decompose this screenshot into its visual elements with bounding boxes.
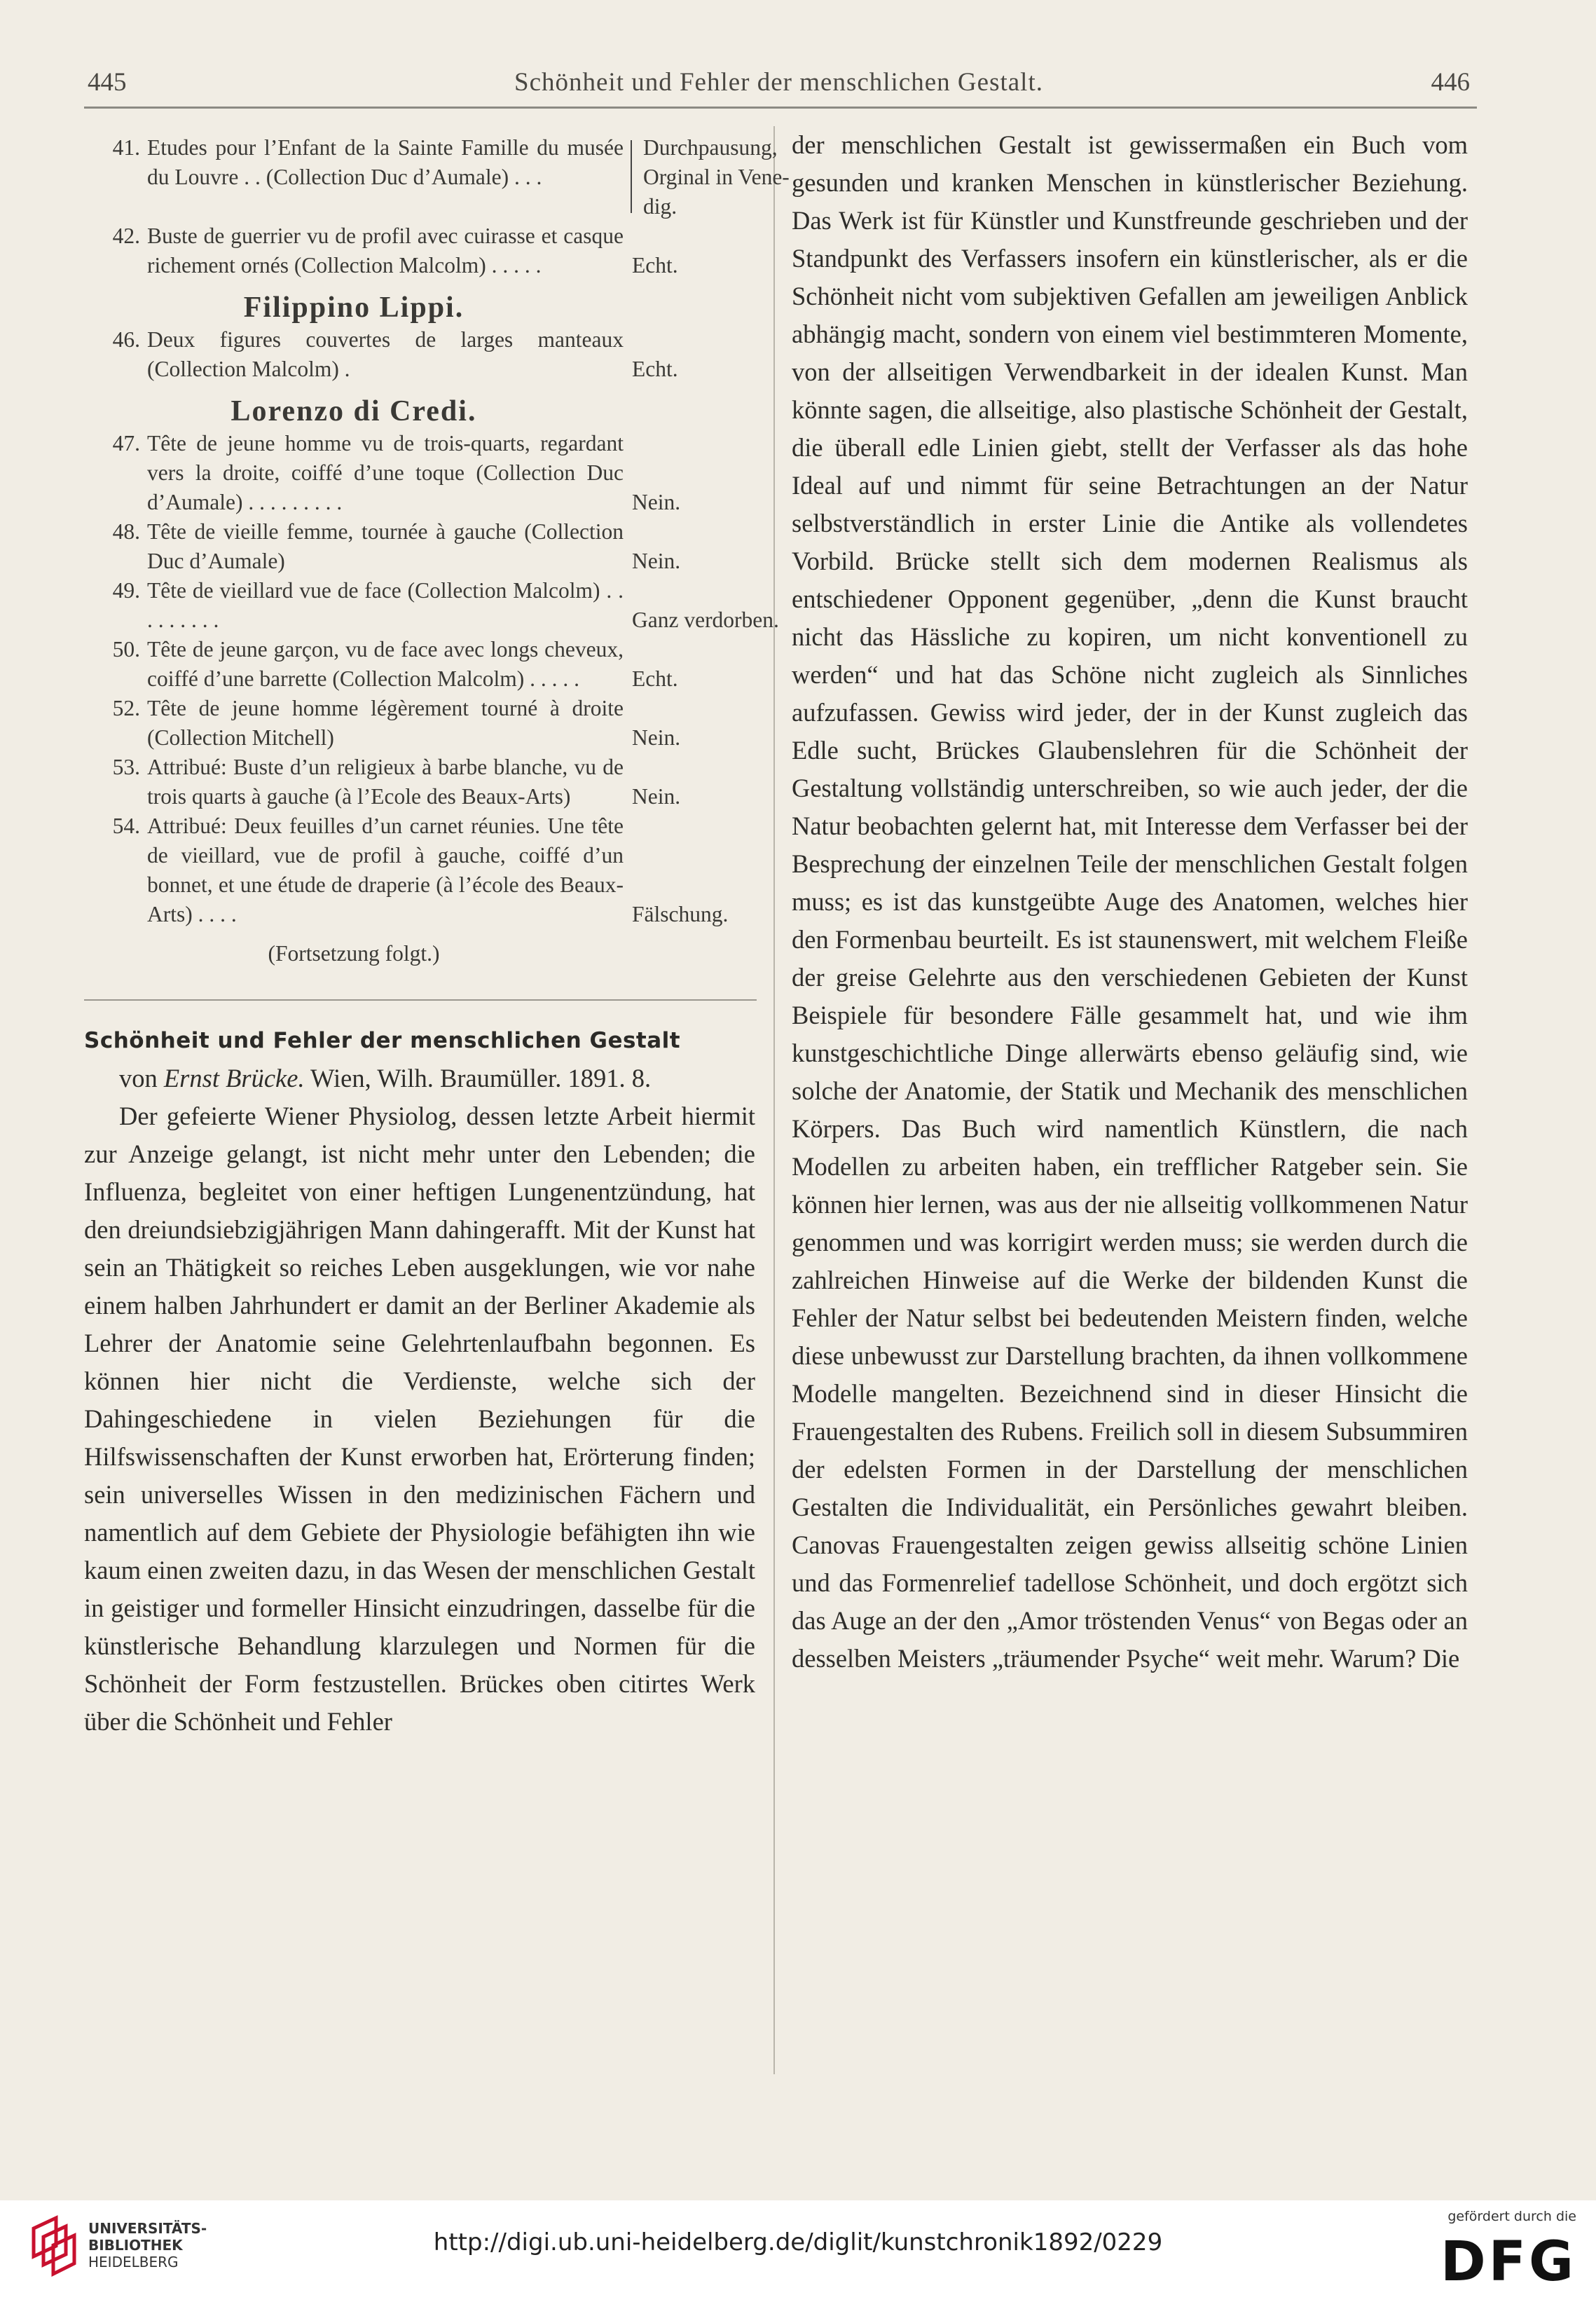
entry-number: 41. (112, 135, 140, 160)
entry-text: Deux figures couvertes de larges manteaux (Collection Malcolm) . (147, 327, 624, 381)
author-name: Ernst Brücke. (163, 1064, 305, 1092)
catalog-group-c (84, 429, 779, 929)
entry-text: Tête de jeune garçon, vu de face avec longs cheveux, coiffé d’une barrette (Collection Malcolm) . . . . . (147, 637, 624, 691)
library-line: BIBLIOTHEK (88, 2237, 183, 2254)
left-column (84, 133, 790, 1741)
dfg-logo: DFG (1440, 2231, 1576, 2294)
entry-status: Nein. (632, 490, 681, 514)
entry-number: 47. (112, 431, 140, 455)
entry-status: Echt. (632, 253, 678, 278)
review-paragraph-left: Der gefeierte Wiener Physiolog, dessen letzte Arbeit hiermit zur Anzeige gelangt, ist nicht mehr unter den Lebenden; die Influenza, begleitet von einer heftigen Lungenentzündung, hat den dreiundsiebzigjährigen Mann dahingerafft. Mit der Kunst hat sein an Thätigkeit so reiches Leben ausgeklungen, wie vor nahe einem halben Jahrhundert er damit an der Berliner Akademie als Lehrer der Anatomie seine Gelehrtenlaufbahn begonnen. Es können hier nicht die Verdienste, welche sich der Dahingeschiedene in vielen Beziehungen für die Hilfswissenschaften der Kunst erworben hat, Erörterung finden; sein universelles Wissen in den medizinischen Fächern und namentlich auf dem Gebiete der Physiologie befähigten ihn wie kaum einen zweiten dazu, in das Wesen der menschlichen Gestalt in geistiger und formeller Hinsicht einzudringen, dasselbe für die künstlerische Behandlung klarzulegen und Normen für die Schönheit der Form festzustellen. Brückes oben citirtes Werk über die Schönheit und Fehler (84, 1102, 755, 1736)
entry-text: Tête de jeune homme légèrement tourné à droite (Collection Mitchell) (147, 696, 624, 750)
catalog-entry (84, 517, 755, 576)
entry-number: 48. (112, 519, 140, 544)
entry-number: 54. (112, 814, 140, 838)
permalink[interactable]: http://digi.ub.uni-heidelberg.de/diglit/kunstchronik1892/0229 (433, 2228, 1163, 2256)
page-number-left: 445 (88, 68, 127, 97)
entry-text: Etudes pour l’Enfant de la Sainte Famille du musée du Louvre . . (Collection Duc d’Aumale) . . . (147, 135, 624, 189)
catalog-entry (84, 635, 755, 694)
entry-number: 53. (112, 755, 140, 779)
artist-heading: Filippino Lippi. (243, 292, 465, 324)
byline-prefix: von (119, 1064, 164, 1092)
catalog-entry (84, 576, 779, 635)
byline-publisher: Wien, Wilh. Braumüller. 1891. 8. (304, 1064, 652, 1092)
digitization-footer (0, 2200, 1596, 2309)
section-separator (84, 999, 757, 1001)
catalog-entry (84, 694, 755, 753)
entry-text: Buste de guerrier vu de profil avec cuirasse et casque richement ornés (Collection Malcolm) . . . . . (147, 224, 624, 278)
entry-text: Tête de jeune homme vu de trois-quarts, regardant vers la droite, coiffé d’une toque (Collection Duc d’Aumale) . . . . . . . . . (147, 431, 624, 514)
review-byline (84, 1060, 755, 1097)
entry-status: Nein. (632, 725, 681, 750)
review-heading: Schönheit und Fehler der menschlichen Gestalt (84, 1028, 681, 1053)
entry-status: Echt. (632, 357, 678, 381)
catalog-group-b (84, 325, 755, 384)
catalog-entry (84, 325, 755, 384)
review-paragraph-right: der menschlichen Gestalt ist gewissermaßen ein Buch vom gesunden und kranken Menschen in künstlerischer Beziehung. Das Werk ist für Künstler und Kunstfreunde geschrieben und der Standpunkt des Verfassers insofern ein künstlerischer, als er die Schönheit nicht vom subjektiven Gefallen am jeweiligen Anblick abhängig macht, sondern von einem viel bestimmteren Momente, von der allseitigen Verwendbarkeit in der idealen Kunst. Man könnte sagen, die allseitige, also plastische Schönheit der Gestalt, die überall edle Linien giebt, stellt der Verfasser als das hohe Ideal auf und nimmt für seine Betrachtungen an der Natur selbstverständlich in erster Linie die Antike als vollendetes Vorbild. Brücke stellt sich dem modernen Realismus als entschiedener Opponent gegenüber, „denn die Kunst braucht nicht das Hässliche zu kopiren, um nicht konventionell zu werden“ und hat das Schöne nicht zugleich als Sinnliches aufzufassen. Gewiss wird jeder, der in der Kunst zugleich das Edle sucht, Brückes Glaubenslehren für die Schönheit der Gestaltung vollständig unterschreiben, so wie auch jeder, der die Natur beobachten gelernt hat, mit Interesse dem Verfasser bei der Besprechung der einzelnen Teile der menschlichen Gestalt folgen muss; es ist das kunstgeübte Auge des Anatomen, welches hier den Formenbau beurteilt. Es ist staunenswert, mit welchem Fleiße der greise Gelehrte aus den verschiedenen Gebieten der Kunst Beispiele für besondere Fälle gesammelt hat, und wie ihm kunstgeschichtliche Dinge allerwärts ebenso geläufig sind, wie solche der Anatomie, der Statik und Mechanik des menschlichen Körpers. Das Buch wird namentlich Künstlern, die nach Modellen zu arbeiten haben, ein trefflicher Ratgeber sein. Sie können hier lernen, was aus der nie allseitig vollkommenen Natur genommen und was korrigirt werden muss; sie werden durch die zahlreichen Hinweise auf die Werke der bildenden Kunst die Fehler der Natur selbst bei bedeutenden Meistern finden, welche diese unbewusst zur Darstellung brachten, da ihnen vollkommene Modelle mangelten. Bezeichnend sind in dieser Hinsicht die Frauengestalten des Rubens. Freilich soll in diesem Subsummiren der edelsten Formen in der Darstellung der menschlichen Gestalten die Individualität, ein Persönliches gewahrt bleiben. Canovas Frauengestalten zeigen gewiss allseitig schöne Linien und das Formenrelief tadellose Schönheit, und doch ergötzt sich das Auge an der den „Amor tröstenden Venus“ von Begas oder an desselben Meisters „träumender Psyche“ weit mehr. Warum? Die (792, 130, 1468, 1673)
continued-note: (Fortsetzung folgt.) (268, 941, 440, 966)
brace-mark (624, 133, 643, 221)
library-line: UNIVERSITÄTS- (88, 2220, 207, 2237)
funding-note: gefördert durch die (1447, 2209, 1576, 2224)
catalog-entry (84, 429, 755, 517)
running-title: Schönheit und Fehler der menschlichen Gestalt. (514, 68, 1043, 97)
entry-number: 50. (112, 637, 140, 662)
right-column (792, 126, 1468, 1678)
entry-status: Ganz verdorben. (632, 608, 779, 632)
catalog-entry (84, 221, 755, 280)
page-number-right: 446 (1431, 68, 1470, 97)
entry-text: Tête de vieillard vue de face (Collection Malcolm) . . . . . . . . . (147, 578, 624, 632)
entry-status: Durchpausung, Orginal in Vene- dig. (643, 135, 790, 219)
entry-number: 52. (112, 696, 140, 720)
entry-status: Nein. (632, 784, 681, 809)
column-divider (773, 126, 775, 2074)
entry-status: Fälschung. (632, 902, 729, 926)
catalog-entry (84, 753, 755, 811)
catalog-list (84, 133, 790, 968)
catalog-entry (84, 133, 790, 221)
entry-text: Attribué: Buste d’un religieux à barbe blanche, vu de trois quarts à gauche (à l’Ecole des Beaux-Arts) (147, 755, 624, 809)
catalog-group-a (84, 133, 790, 280)
running-header (88, 62, 1470, 104)
entry-number: 49. (112, 578, 140, 603)
entry-status: Echt. (632, 666, 678, 691)
entry-number: 42. (112, 224, 140, 248)
artist-heading: Lorenzo di Credi. (231, 395, 477, 427)
entry-number: 46. (112, 327, 140, 352)
entry-text: Attribué: Deux feuilles d’un carnet réunies. Une tête de vieillard, vue de profil à gauche, coiffé d’un bonnet, et une étude de draperie (à l’école des Beaux-Arts) . . . . (147, 814, 624, 926)
library-line: HEIDELBERG (88, 2254, 179, 2270)
entry-status: Nein. (632, 549, 681, 573)
entry-text: Tête de vieille femme, tournée à gauche (Collection Duc d’Aumale) (147, 519, 624, 573)
header-rule (84, 107, 1477, 109)
catalog-entry (84, 811, 755, 929)
